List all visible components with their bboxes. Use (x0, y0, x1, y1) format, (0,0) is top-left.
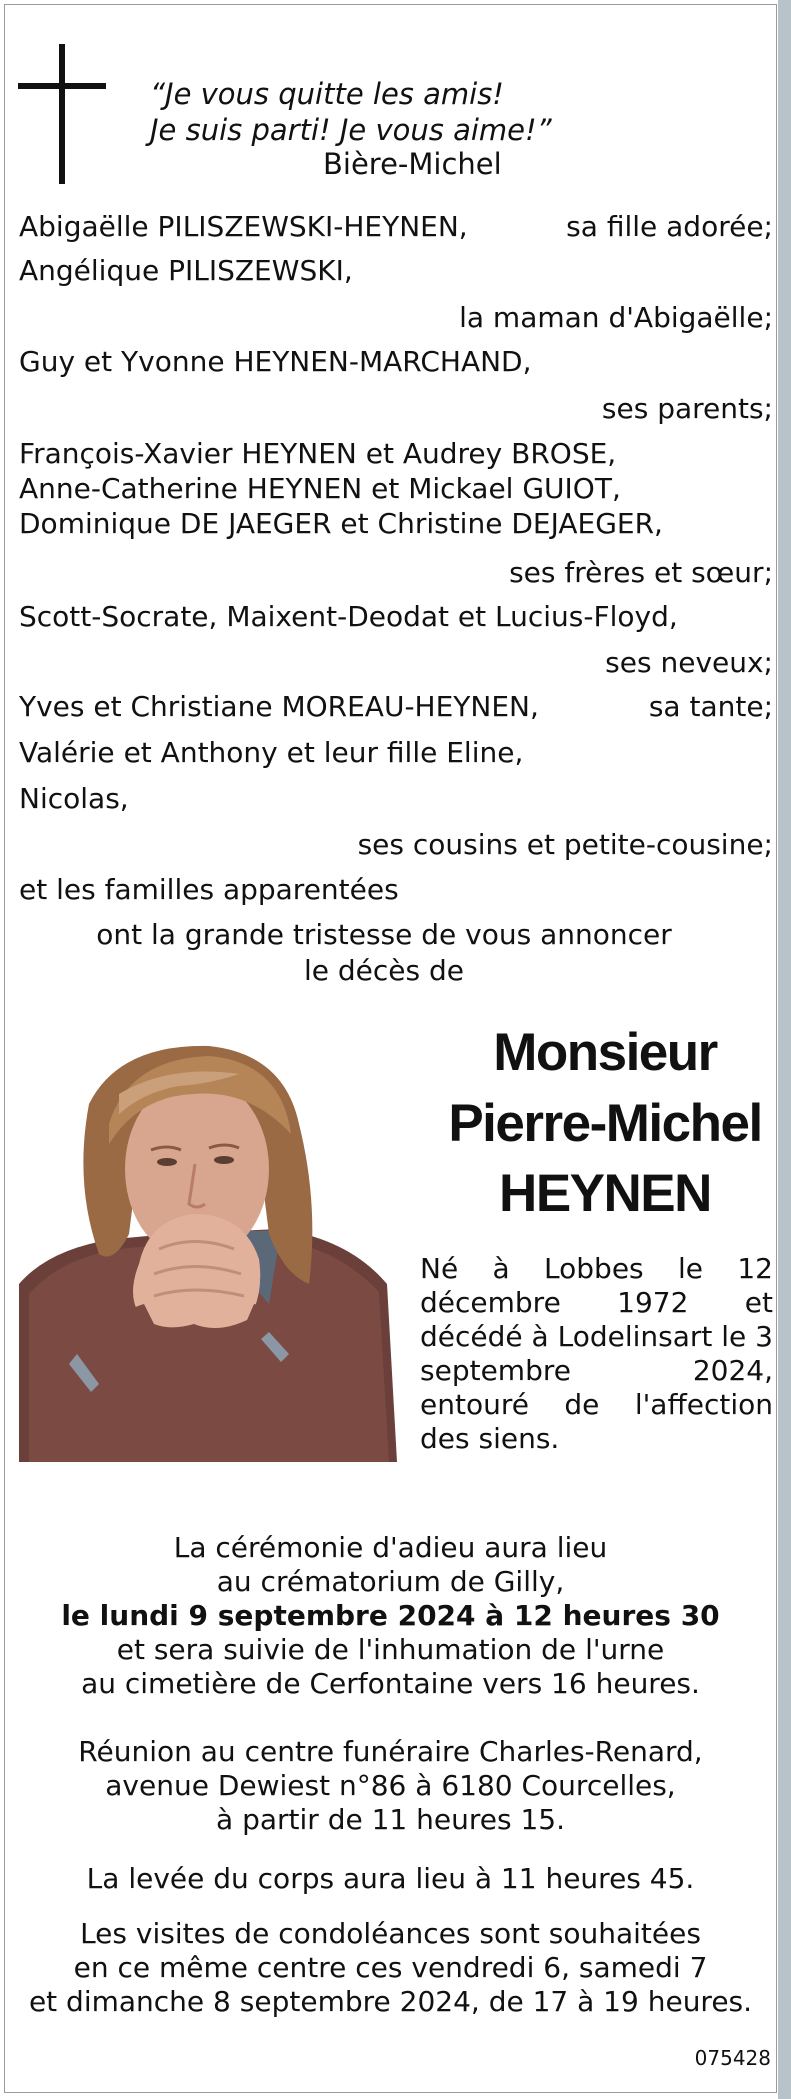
family-line-nephews: Scott-Socrate, Maixent-Deodat et Lucius-Floyd, (19, 600, 678, 633)
ceremony-line-1: La cérémonie d'adieu aura lieu (173, 1531, 608, 1564)
deceased-title: Monsieur (493, 1023, 717, 1082)
visits-block (4, 1917, 777, 2019)
ceremony-line-5: au cimetière de Cerfontaine vers 16 heures. (81, 1667, 700, 1700)
family-role-cousins: ses cousins et petite-cousine; (357, 828, 773, 861)
visits-line-2: en ce même centre ces vendredi 6, samedi 7 (73, 1951, 708, 1984)
family-line-2: Angélique PILISZEWSKI, (19, 254, 353, 287)
deceased-bio: Né à Lobbes le 12 décembre 1972 et décédé à Lodelinsart le 3 septembre 2024, entouré de l'affection des siens. (420, 1252, 773, 1455)
family-name-daughter: Abigaëlle PILISZEWSKI-HEYNEN, (19, 210, 468, 243)
reference-number: 075428 (694, 2046, 771, 2070)
meeting-line-3: à partir de 11 heures 15. (216, 1803, 565, 1836)
family-line-1 (19, 210, 773, 244)
family-name-aunt: Yves et Christiane MOREAU-HEYNEN, (19, 690, 539, 723)
family-line-relatives: et les familles apparentées (19, 873, 399, 906)
portrait-photo (19, 1034, 397, 1462)
family-line-parents: Guy et Yvonne HEYNEN-MARCHAND, (19, 345, 532, 378)
quote-line-1: “Je vous quitte les amis! (150, 77, 504, 111)
family-role-daughter: sa fille adorée; (566, 210, 773, 243)
family-role-mother: la maman d'Abigaëlle; (459, 301, 773, 334)
visits-line-3: et dimanche 8 septembre 2024, de 17 à 19 heures. (28, 1985, 753, 2018)
ceremony-line-4: et sera suivie de l'inhumation de l'urne (116, 1633, 665, 1666)
deceased-last-name: HEYNEN (499, 1164, 711, 1223)
ceremony-line-2: au crématorium de Gilly, (216, 1565, 565, 1598)
meeting-line-1: Réunion au centre funéraire Charles-Renard, (78, 1735, 703, 1768)
quote-author: Bière-Michel (323, 147, 502, 181)
family-role-aunt: sa tante; (648, 690, 773, 723)
family-line-sibling-1: François-Xavier HEYNEN et Audrey BROSE, (19, 437, 617, 470)
family-line-sibling-3: Dominique DE JAEGER et Christine DEJAEGER, (19, 507, 663, 540)
ceremony-date: le lundi 9 septembre 2024 à 12 heures 30 (61, 1599, 720, 1632)
announcement-line-1: ont la grande tristesse de vous annoncer (96, 918, 672, 951)
family-line-aunt (19, 690, 773, 724)
quote-line-2: Je suis parti! Je vous aime!” (150, 113, 552, 147)
levee-line: La levée du corps aura lieu à 11 heures 45. (86, 1862, 695, 1895)
announcement-line-2: le décès de (303, 954, 464, 987)
family-line-sibling-2: Anne-Catherine HEYNEN et Mickael GUIOT, (19, 472, 621, 505)
family-line-cousins-2: Nicolas, (19, 782, 129, 815)
family-line-cousins-1: Valérie et Anthony et leur fille Eline, (19, 736, 524, 769)
family-role-nephews: ses neveux; (605, 646, 773, 679)
visits-line-1: Les visites de condoléances sont souhaitées (80, 1917, 701, 1950)
deceased-first-name: Pierre-Michel (448, 1094, 762, 1153)
epitaph-quote (150, 76, 610, 182)
meeting-line-2: avenue Dewiest n°86 à 6180 Courcelles, (105, 1769, 676, 1802)
family-role-parents: ses parents; (601, 392, 773, 425)
family-role-siblings: ses frères et sœur; (509, 556, 773, 589)
ceremony-block (4, 1531, 777, 1701)
meeting-block (4, 1735, 777, 1837)
